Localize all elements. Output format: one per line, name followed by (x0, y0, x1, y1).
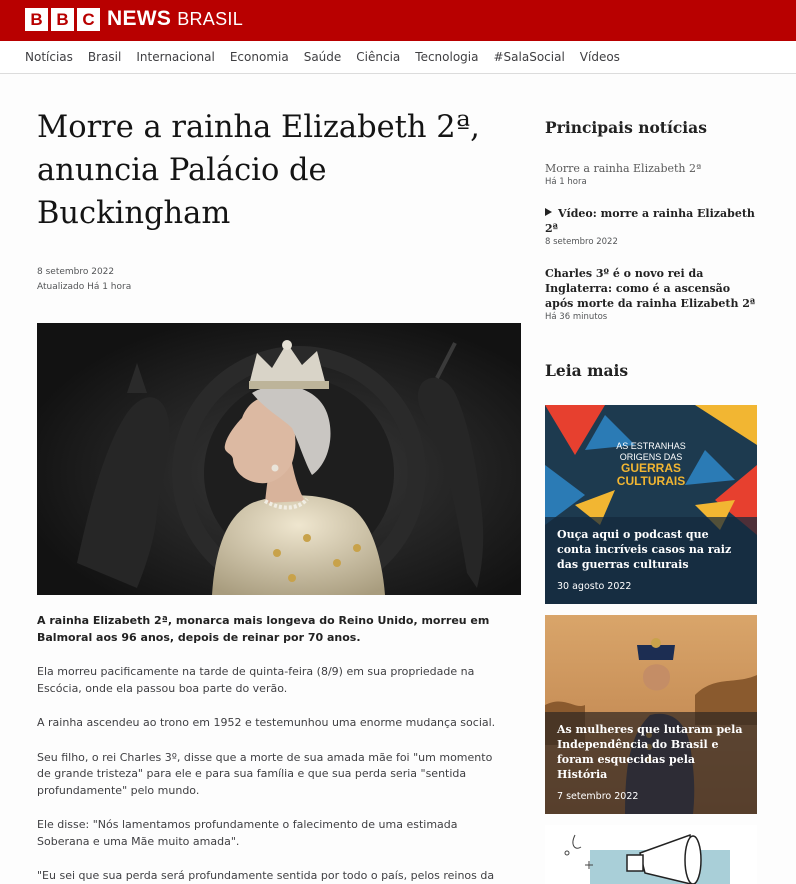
bbc-news-brasil-logo[interactable] (25, 7, 243, 31)
article-meta (37, 265, 131, 295)
card-date: 30 agosto 2022 (557, 581, 632, 592)
nav-item-brasil[interactable]: Brasil (87, 50, 122, 64)
nav-item-economia[interactable]: Economia (229, 50, 289, 64)
nav-item-ciencia[interactable]: Ciência (356, 50, 401, 64)
article-paragraph: "Eu sei que sua perda será profundamente sentida por todo o país, pelos reinos da (37, 869, 495, 882)
top-story-1-time: Há 1 hora (545, 177, 587, 187)
bbc-block-c: C (77, 8, 100, 31)
article-headline: Morre a rainha Elizabeth 2ª, anuncia Palácio de Buckingham (37, 110, 480, 231)
nav-list (25, 50, 620, 64)
article-updated: Atualizado Há 1 hora (37, 282, 132, 292)
article-paragraph: Ele disse: "Nós lamentamos profundamente o falecimento de uma estimada Soberana e uma Mãe muito amada". (37, 818, 458, 848)
top-story-2-time: 8 setembro 2022 (545, 237, 618, 247)
article-paragraph: Seu filho, o rei Charles 3º, disse que a morte de sua amada mãe foi "um momento de grande tristeza" para ele e para sua família e que sua perda seria "sentida profundamente" pelo mundo. (37, 750, 493, 797)
top-story-2-title: Vídeo: morre a rainha Elizabeth 2ª (545, 207, 755, 235)
card-overlay (545, 712, 757, 814)
nav-item-internacional[interactable]: Internacional (136, 50, 215, 64)
top-story-3-title[interactable]: Charles 3º é o novo rei da Inglaterra: como é a ascensão após morte da rainha Elizabeth 2ª (545, 267, 756, 310)
cover-text-1: AS ESTRANHAS (616, 441, 686, 451)
read-more-card-megaphone[interactable] (545, 825, 757, 884)
bbc-block-b2: B (51, 8, 74, 31)
cover-text-2: ORIGENS DAS (619, 452, 683, 462)
hero-image-queen (37, 323, 521, 595)
cover-text-4: CULTURAIS (616, 474, 686, 488)
read-more-card-independence[interactable] (545, 615, 757, 814)
logo-news-text: NEWS (107, 7, 172, 30)
cover-text-3: GUERRAS (620, 461, 682, 475)
article-date: 8 setembro 2022 (37, 267, 115, 277)
nav-item-salasocial[interactable]: #SalaSocial (493, 50, 565, 64)
nav-item-videos[interactable]: Vídeos (579, 50, 620, 64)
logo-region-text: BRASIL (177, 8, 244, 29)
card-overlay (545, 517, 757, 604)
article-paragraph: A rainha ascendeu ao trono em 1952 e testemunhou uma enorme mudança social. (37, 716, 496, 729)
top-story-1[interactable] (545, 161, 760, 187)
read-more-card-podcast[interactable] (545, 405, 757, 604)
card-title[interactable]: Ouça aqui o podcast que conta incríveis casos na raiz das guerras culturais (557, 528, 732, 571)
card-title[interactable]: As mulheres que lutaram pela Independência do Brasil e foram esquecidas pela História (557, 723, 743, 781)
nav-item-saude[interactable]: Saúde (303, 50, 342, 64)
read-more-heading: Leia mais (545, 361, 629, 380)
article-paragraph-lead: A rainha Elizabeth 2ª, monarca mais longeva do Reino Unido, morreu em Balmoral aos 96 anos, depois de reinar por 70 anos. (37, 614, 490, 644)
play-icon (545, 208, 552, 216)
megaphone-illustration (545, 825, 757, 884)
top-story-2-link[interactable] (545, 206, 760, 236)
article-paragraph: Ela morreu pacificamente na tarde de quinta-feira (8/9) em sua propriedade na Escócia, onde ela passou boa parte do verão. (37, 665, 475, 695)
masthead (0, 0, 796, 41)
bbc-block-b1: B (25, 8, 48, 31)
article-body (37, 613, 507, 884)
top-story-3-time: Há 36 minutos (545, 312, 608, 322)
nav-item-noticias[interactable]: Notícias (25, 50, 73, 64)
top-stories-heading: Principais notícias (545, 118, 707, 137)
top-story-1-title[interactable]: Morre a rainha Elizabeth 2ª (545, 162, 702, 175)
top-story-2[interactable] (545, 206, 760, 247)
card-date: 7 setembro 2022 (557, 791, 639, 802)
bbc-logo-blocks (25, 8, 100, 31)
top-story-3[interactable] (545, 266, 760, 322)
section-nav (0, 41, 796, 74)
queen-portrait-illustration (37, 323, 521, 595)
nav-item-tecnologia[interactable]: Tecnologia (415, 50, 479, 64)
